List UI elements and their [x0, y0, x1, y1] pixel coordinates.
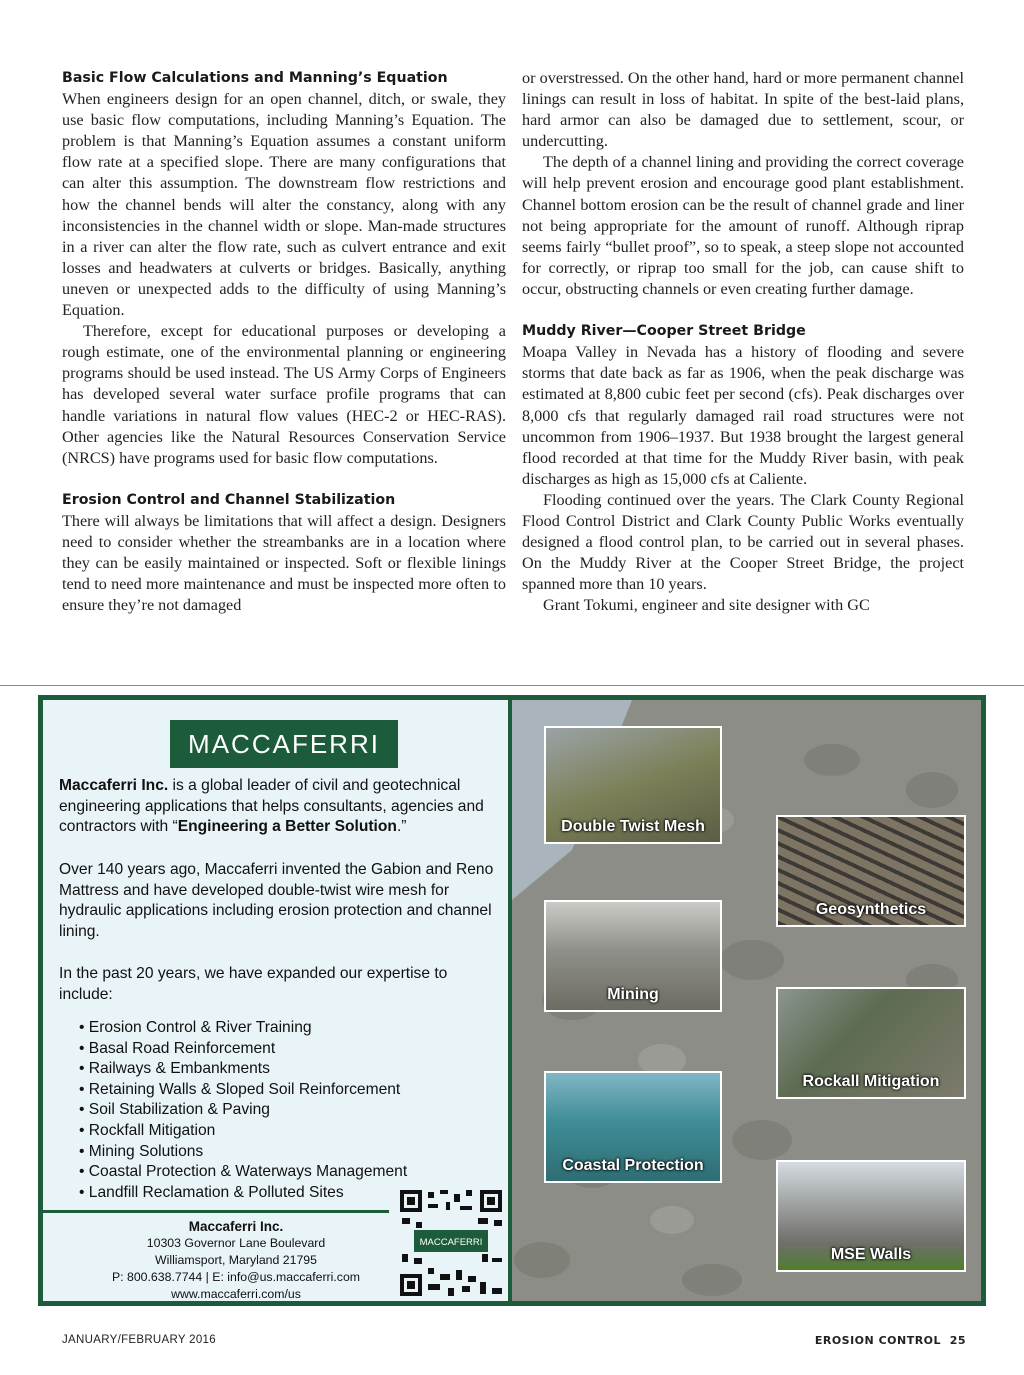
paragraph: Therefore, except for educational purposes or developing a rough estimate, one of the environmental planning or engineering programs should be used instead. The US Army Corps of Engineers has developed several water surface profile programs that can handle variations in natural flow values (HEC-2 or HEC-RAS). Other agencies like the Natural Resources Conservation Service (NRCS) have programs used for basic flow computations.: [62, 322, 506, 467]
paragraph: When engineers design for an open channel, ditch, or swale, they use basic flow computations, including Manning’s Equation. The problem is that Manning’s Equation assumes a constant uniform flow rate at a specified slope. There are many configurations that can alter this assumption. The downstream flow restrictions and how the channel bends will alter the constancy, along with any inconsistencies in the channel width or slope. Man-made structures in a river can alter the flow rate, such as culvert entrance and exit losses and headwaters at culverts or bridges. Basically, anything uneven or unexpected adds to the difficulty of using Manning’s Equation.: [62, 90, 506, 320]
maccaferri-logo: MACCAFERRI: [170, 720, 398, 768]
ad-intro: Maccaferri Inc. is a global leader of civil and geotechnical engineering applications that helps consultants, agencies and contractors with “Engineering a Better Solution.”: [59, 777, 484, 836]
list-item: • Coastal Protection & Waterways Management: [79, 1162, 407, 1183]
ad-expertise-list: [79, 1018, 407, 1203]
divider: [0, 685, 1024, 686]
tile-coastal-protection: Coastal Protection: [544, 1071, 722, 1183]
maccaferri-advertisement: [38, 695, 986, 1306]
footer-page-number: EROSION CONTROL 25: [814, 1334, 966, 1347]
website: www.maccaferri.com/us: [171, 1287, 301, 1301]
svg-text:MACCAFERRI: MACCAFERRI: [419, 1237, 483, 1248]
list-item: • Retaining Walls & Sloped Soil Reinforcement: [79, 1080, 407, 1101]
company-name: Maccaferri Inc.: [188, 1219, 284, 1234]
address-line: Williamsport, Maryland 21795: [155, 1253, 317, 1267]
ad-text-panel: [43, 700, 508, 1301]
ad-divider: [43, 1210, 389, 1213]
phone-email: P: 800.638.7744 | E: info@us.maccaferri.com: [111, 1270, 361, 1284]
section-heading-erosion: Erosion Control and Channel Stabilization: [62, 491, 396, 508]
tile-double-twist-mesh: Double Twist Mesh: [544, 726, 722, 844]
list-item: • Rockfall Mitigation: [79, 1121, 407, 1142]
article-right-column: [522, 68, 964, 616]
paragraph: Grant Tokumi, engineer and site designer with GC: [543, 596, 870, 615]
paragraph: or overstressed. On the other hand, hard or more permanent channel linings can result in loss of habitat. In spite of the best-laid plans, hard armor can also be damaged due to settlement, scour, or undercutting.: [522, 69, 964, 151]
ad-contact-block: [93, 1218, 379, 1303]
list-item: • Erosion Control & River Training: [79, 1018, 407, 1039]
list-item: • Soil Stabilization & Paving: [79, 1100, 407, 1121]
ad-history-text: Over 140 years ago, Maccaferri invented the Gabion and Reno Mattress and have developed double-twist wire mesh for hydraulic applications including erosion protection and channel lining.: [59, 861, 494, 940]
paragraph: There will always be limitations that will affect a design. Designers need to consider whether the streambanks are in a location where they can be easily maintained or inspected. Soft or flexible linings tend to need more maintenance and must be inspected more often to ensure they’re not damaged: [62, 511, 506, 615]
tile-mining: Mining: [544, 900, 722, 1012]
section-heading-flow: Basic Flow Calculations and Manning’s Equation: [62, 70, 448, 86]
address-line: 10303 Governor Lane Boulevard: [146, 1236, 326, 1250]
paragraph: Moapa Valley in Nevada has a history of flooding and severe storms that date back as far as 1906, when the peak discharge was estimated at 8,800 cubic feet per second (cfs). Peak discharges over 8,000 cfs that regularly damaged rail road structures were not uncommon from 1906–1937. But 1938 brought the largest general flood recorded at that time for the Muddy River basin, with peak discharges as high as 15,000 cfs at Caliente.: [522, 343, 964, 488]
ad-expertise-text: In the past 20 years, we have expanded our expertise to include:: [59, 965, 448, 1003]
paragraph: The depth of a channel lining and providing the correct coverage will help prevent erosion and encourage good plant establishment. Channel bottom erosion can be the result of channel grade and liner not being appropriate for the amount of runoff. Although riprap seems fairly “bullet proof”, so to speak, a steep slope not accounted for correctly, or riprap too small for the job, can cause shift to occur, obstructing channels or even creating further damage.: [522, 153, 964, 298]
list-item: • Basal Road Reinforcement: [79, 1039, 407, 1060]
ad-photo-collage: [512, 700, 981, 1301]
list-item: • Landfill Reclamation & Polluted Sites: [79, 1183, 407, 1204]
paragraph: Flooding continued over the years. The Clark County Regional Flood Control District and Clark County Public Works eventually designed a flood control plan, to be carried out in several phases. On the Muddy River at the Cooper Street Bridge, the project spanned more than 10 years.: [522, 490, 964, 594]
tile-mse-walls: MSE Walls: [776, 1160, 966, 1272]
section-heading-muddy-river: Muddy River—Cooper Street Bridge: [522, 323, 806, 340]
qr-code-icon[interactable]: [398, 1188, 504, 1298]
list-item: • Mining Solutions: [79, 1142, 407, 1163]
list-item: • Railways & Embankments: [79, 1059, 407, 1080]
article-left-column: [62, 68, 506, 616]
tile-geosynthetics: Geosynthetics: [776, 815, 966, 927]
footer-issue-date: JANUARY/FEBRUARY 2016: [62, 1334, 216, 1346]
tile-rockfall-mitigation: Rockall Mitigation: [776, 987, 966, 1099]
